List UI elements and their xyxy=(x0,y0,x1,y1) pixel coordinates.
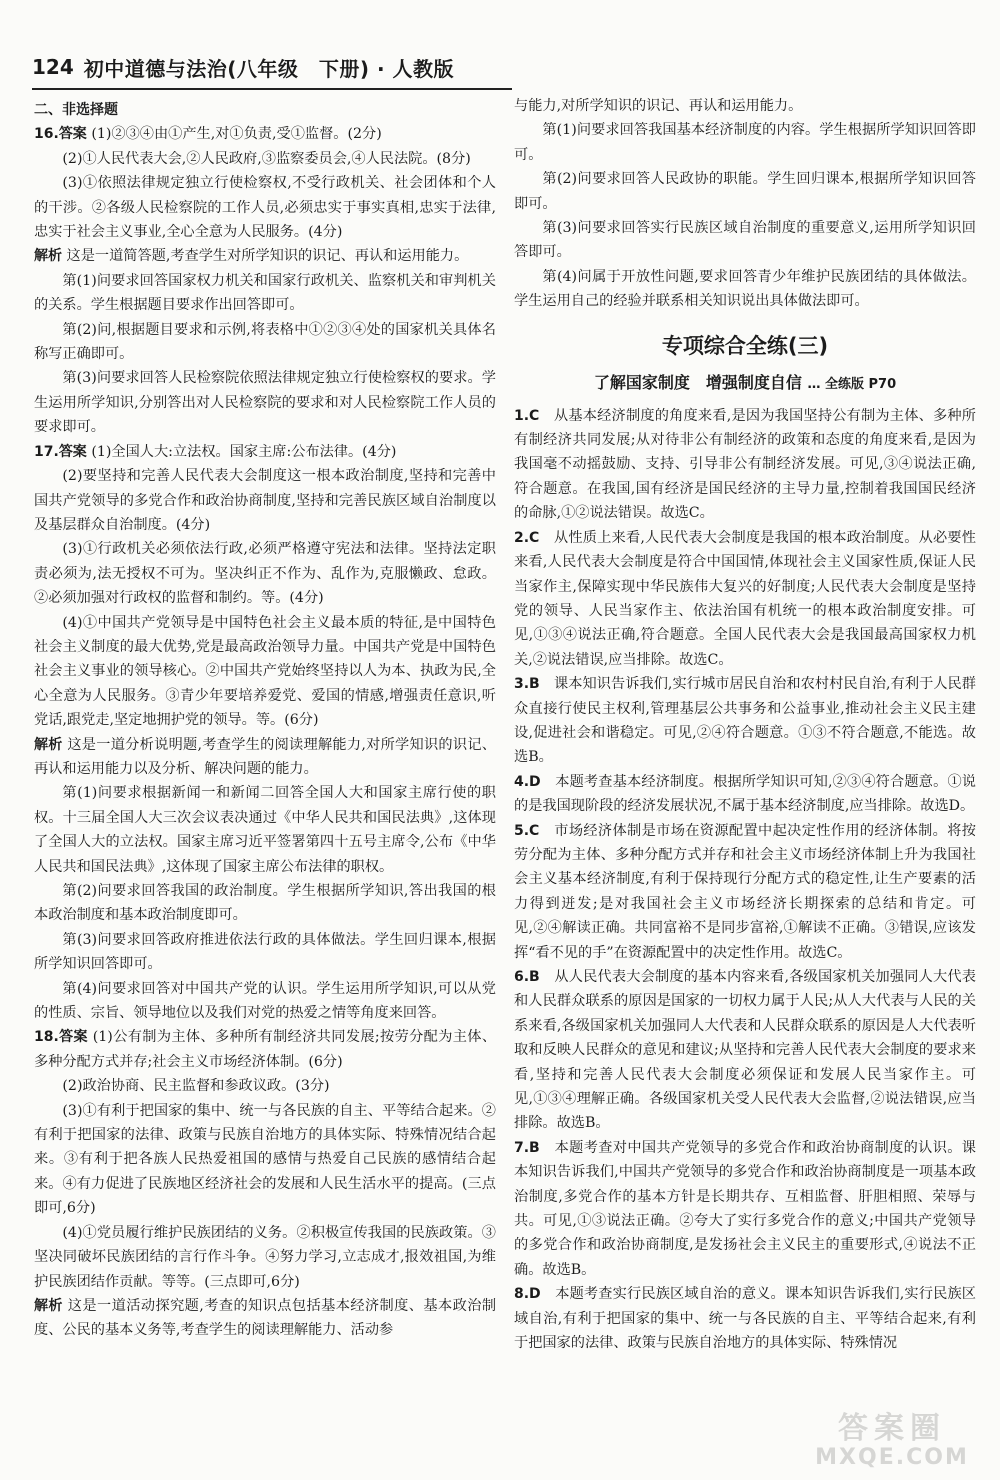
question-18-continued xyxy=(514,94,976,314)
analysis-text: 这是一道活动探究题,考查的知识点包括基本经济制度、基本政治制度、公民的基本义务等,考查学生的阅读理解能力、活动参 xyxy=(34,1297,496,1339)
analysis-text: 第(1)问要求根据新闻一和新闻二回答全国人大和国家主席行使的职权。十三届全国人大三次会议表决通过《中华人民共和国民法典》,这体现了全国人大的立法权。国家主席习近平签署第四十五号主席令,公布《中华人民共和国民法典》,这体现了国家主席公布法律的职权。 xyxy=(34,785,496,875)
item-text: 从基本经济制度的角度来看,是因为我国坚持公有制为主体、多种所有制经济共同发展;从对待非公有制经济的政策和态度的角度来看,是因为我国毫不动摇鼓励、支持、引导非公有制经济发展。可见,③④说法正确,符合题意。在我国,国有经济是国民经济的主导力量,控制着我国国民经济的命脉,①②说法错误。故选C。 xyxy=(514,407,976,522)
answer-text: (4)①中国共产党领导是中国特色社会主义最本质的特征,是中国特色社会主义制度的最大优势,党是最高政治领导力量。中国共产党是中国特色社会主义事业的领导核心。②中国共产党始终坚持以人为本、执政为民,全心全意为人民服务。③青少年要培养爱党、爱国的情感,增强责任意识,听党话,跟党走,坚定地拥护党的领导。等。(6分) xyxy=(34,614,496,729)
analysis-label: 解析 xyxy=(34,248,62,265)
answer-item xyxy=(514,526,976,672)
answer-item xyxy=(514,1282,976,1355)
watermark-logo xyxy=(792,1412,992,1476)
question-16 xyxy=(34,122,496,439)
answer-text: (4)①党员履行维护民族团结的义务。②积极宣传我国的民族政策。③坚决同破坏民族团结的言行作斗争。④努力学习,立志成才,报效祖国,为维护民族团结作贡献。等等。(三点即可,6分) xyxy=(34,1224,496,1290)
question-number: 16. xyxy=(34,126,59,143)
item-text: 从性质上来看,人民代表大会制度是我国的根本政治制度。从必要性来看,人民代表大会制度是符合中国国情,体现社会主义国家性质,保证人民当家作主,保障实现中华民族伟大复兴的好制度;人民代表大会制度是坚持党的领导、人民当家作主、依法治国有机统一的根本政治制度安排。可见,①③④说法正确,符合题意。全国人民代表大会是我国最高国家权力机关,②说法错误,应当排除。故选C。 xyxy=(514,529,976,668)
book-title: 初中道德与法治(八年级 下册) · 人教版 xyxy=(83,56,455,81)
watermark-name: 答案圈 xyxy=(838,1411,946,1446)
question-17 xyxy=(34,440,496,1026)
analysis-text: 第(2)问要求回答我国的政治制度。学生根据所学知识,答出我国的根本政治制度和基本政治制度即可。 xyxy=(34,883,496,924)
answer-item xyxy=(514,1136,976,1282)
item-number: 2.C xyxy=(514,529,540,546)
analysis-text: 第(2)问,根据题目要求和示例,将表格中①②③④处的国家机关具体名称写正确即可。 xyxy=(34,321,496,363)
analysis-text: 这是一道简答题,考查学生对所学知识的识记、再认和运用能力。 xyxy=(66,248,469,265)
special-section-subtitle xyxy=(514,370,976,398)
answer-text: (1)全国人大:立法权。国家主席:公布法律。(4分) xyxy=(91,443,397,460)
analysis-label: 解析 xyxy=(34,1297,63,1314)
item-text: 课本知识告诉我们,实行城市居民自治和农村村民自治,有利于人民群众直接行使民主权利,管理基层公共事务和公益事业,推动社会主义民主建设,促进社会和谐稳定。可见,②④符合题意。①③不符合题意,不能选。故选B。 xyxy=(514,676,976,766)
item-text: 本题考查实行民族区域自治的意义。课本知识告诉我们,实行民族区域自治,有利于把国家的集中、统一与各民族的自主、平等结合起来,有利于把国家的法律、政策与民族自治地方的具体实际、特殊情况 xyxy=(514,1286,976,1352)
answer-text: (3)①有利于把国家的集中、统一与各民族的自主、平等结合起来。②有利于把国家的法律、政策与民族自治地方的具体实际、特殊情况结合起来。③有利于把各族人民热爱祖国的感情与热爱自己民族的感情结合起来。④有力促进了民族地区经济社会的发展和人民生活水平的提高。(三点即可,6分) xyxy=(34,1102,496,1217)
answer-label: 答案 xyxy=(58,1029,88,1046)
analysis-text: 第(1)问要求回答国家权力机关和国家行政机关、监察机关和审判机关的关系。学生根据题目要求作出回答即可。 xyxy=(34,272,496,314)
page-reference: … 全练版 P70 xyxy=(807,376,897,392)
watermark-url: MXQE.COM xyxy=(815,1445,969,1470)
item-number: 4.D xyxy=(514,773,541,790)
analysis-label: 解析 xyxy=(34,736,63,753)
answer-label: 答案 xyxy=(58,443,87,460)
answer-item xyxy=(514,819,976,965)
analysis-text: 第(3)问要求回答人民检察院依照法律规定独立行使检察权的要求。学生运用所学知识,分别答出对人民检察院的要求和对人民检察院工作人员的要求即可。 xyxy=(34,370,496,436)
answer-item xyxy=(514,404,976,526)
analysis-text: 第(1)问要求回答我国基本经济制度的内容。学生根据所学知识回答即可。 xyxy=(514,122,976,163)
answer-list xyxy=(514,404,976,1356)
item-number: 1.C xyxy=(514,407,540,424)
item-text: 本题考查对中国共产党领导的多党合作和政治协商制度的认识。课本知识告诉我们,中国共产党领导的多党合作和政治协商制度是一项基本政治制度,多党合作的基本方针是长期共存、互相监督、肝胆相照、荣辱与共。可见,①③说法正确。②夸大了实行多党合作的意义;中国共产党领导的多党合作和政治协商制度,是发扬社会主义民主的重要形式,④说法不正确。故选B。 xyxy=(514,1139,976,1278)
answer-label: 答案 xyxy=(58,126,87,143)
left-column xyxy=(34,98,496,1448)
special-section-title: 专项综合全练(三) xyxy=(661,333,829,358)
answer-text: (2)①人民代表大会,②人民政府,③监察委员会,④人民法院。(8分) xyxy=(62,150,471,167)
item-number: 6.B xyxy=(514,969,540,985)
item-number: 8.D xyxy=(514,1286,541,1303)
answer-text: (3)①依照法律规定独立行使检察权,不受行政机关、社会团体和个人的干涉。②各级人民检察院的工作人员,必须忠实于事实真相,忠实于法律,忠实于社会主义事业,全心全意为人民服务。(4分) xyxy=(34,175,496,241)
item-number: 7.B xyxy=(514,1139,540,1156)
answer-text: (3)①行政机关必须依法行政,必须严格遵守宪法和法律。坚持法定职责必须为,法无授权不可为。坚决纠正不作为、乱作为,克服懒政、怠政。②必须加强对行政权的监督和制约。等。(4分) xyxy=(34,541,496,607)
analysis-text: 第(4)问属于开放性问题,要求回答青少年维护民族团结的具体做法。学生运用自己的经验并联系相关知识说出具体做法即可。 xyxy=(514,268,976,310)
right-column xyxy=(514,94,976,1444)
answer-item xyxy=(514,965,976,1136)
question-number: 17. xyxy=(34,443,59,460)
answer-text: (1)公有制为主体、多种所有制经济共同发展;按劳分配为主体、多种分配方式并存;社会主义市场经济体制。(6分) xyxy=(34,1029,496,1070)
answer-text: (2)要坚持和完善人民代表大会制度这一根本政治制度,坚持和完善中国共产党领导的多党合作和政治协商制度,坚持和完善民族区域自治制度以及基层群众自治制度。(4分) xyxy=(34,468,496,533)
item-text: 从人民代表大会制度的基本内容来看,各级国家机关加强同人大代表和人民群众联系的原因是国家的一切权力属于人民;从人大代表与人民的关系来看,各级国家机关加强同人大代表和人民群众联系的原因是人大代表听取和反映人民群众的意见和建议;从坚持和完善人民代表大会制度的要求来看,坚持和完善人民代表大会制度必须保证和发展人民当家作主。可见,①③④理解正确。各级国家机关受人民代表大会监督,②说法错误,应当排除。故选B。 xyxy=(514,969,976,1132)
page-header xyxy=(32,50,552,84)
page-number: 124 xyxy=(32,55,74,79)
analysis-text: 第(3)问要求回答实行民族区域自治制度的重要意义,运用所学知识回答即可。 xyxy=(514,220,976,261)
item-number: 5.C xyxy=(514,822,540,839)
item-number: 3.B xyxy=(514,676,540,693)
analysis-text: 第(3)问要求回答政府推进依法行政的具体做法。学生回归课本,根据所学知识回答即可。 xyxy=(34,931,496,973)
section-heading: 二、非选择题 xyxy=(34,102,118,118)
analysis-text: 与能力,对所学知识的识记、再认和运用能力。 xyxy=(514,98,803,114)
answer-text: (2)政治协商、民主监督和参政议政。(3分) xyxy=(62,1078,330,1095)
question-number: 18. xyxy=(34,1029,59,1046)
item-text: 市场经济体制是市场在资源配置中起决定性作用的经济体制。将按劳分配为主体、多种分配方式并存和社会主义市场经济体制上升为我国社会主义基本经济制度,有利于保持现行分配方式的稳定性,让生产要素的活力得到迸发;是对我国社会主义市场经济长期探索的总结和肯定。可见,②④解读正确。共同富裕不是同步富裕,①解读不正确。③错误,应该发挥“看不见的手”在资源配置中的决定性作用。故选C。 xyxy=(514,822,976,961)
item-text: 本题考查基本经济制度。根据所学知识可知,②③④符合题意。①说的是我国现阶段的经济发展状况,不属于基本经济制度,应当排除。故选D。 xyxy=(514,773,976,815)
answer-item xyxy=(514,672,976,770)
header-rule xyxy=(32,88,512,90)
question-18 xyxy=(34,1025,496,1342)
analysis-text: 第(4)问要求回答对中国共产党的认识。学生运用所学知识,可以从党的性质、宗旨、领导地位以及我们对党的热爱之情等角度来回答。 xyxy=(34,980,496,1022)
analysis-text: 这是一道分析说明题,考查学生的阅读理解能力,对所学知识的识记、再认和运用能力以及分析、解决问题的能力。 xyxy=(34,736,496,777)
analysis-text: 第(2)问要求回答人民政协的职能。学生回归课本,根据所学知识回答即可。 xyxy=(514,171,976,212)
answer-item xyxy=(514,770,976,819)
subtitle-text: 了解国家制度 增强制度自信 xyxy=(593,372,802,392)
answer-text: (1)②③④由①产生,对①负责,受①监督。(2分) xyxy=(91,126,382,143)
